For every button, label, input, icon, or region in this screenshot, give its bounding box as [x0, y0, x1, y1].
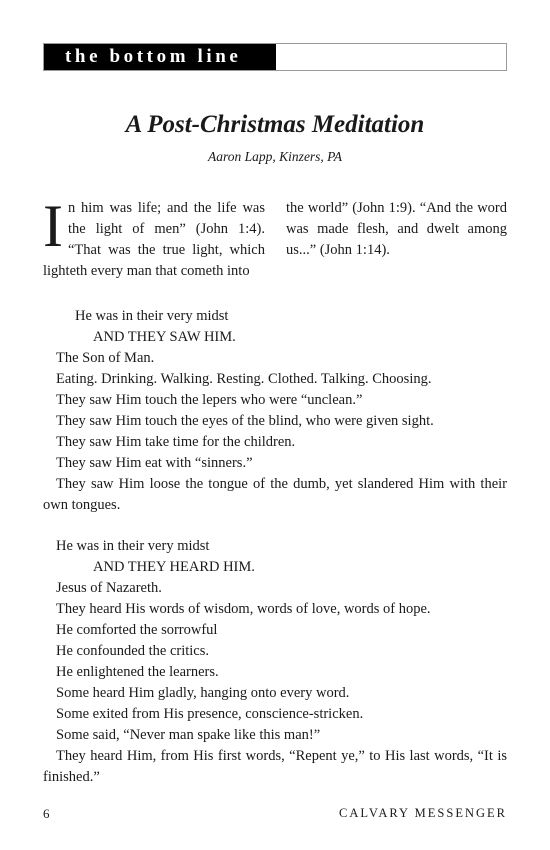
- stanza-line: The Son of Man.: [56, 350, 155, 366]
- intro-column-right: the world” (John 1:9). “And the word was made flesh, and dwelt among us...” (John 1:14).: [286, 200, 507, 258]
- stanza-heard: [43, 536, 507, 788]
- page-number: 6: [43, 806, 50, 821]
- intro-column-left: [43, 193, 265, 282]
- stanza-line: They saw Him take time for the children.: [56, 434, 296, 450]
- drop-cap: I: [43, 193, 63, 259]
- stanza-refrain: AND THEY HEARD HIM.: [93, 559, 255, 575]
- stanza-line: They saw Him eat with “sinners.”: [56, 455, 253, 471]
- stanza-line: He was in their very midst: [75, 308, 229, 324]
- stanza-line: He confounded the critics.: [56, 643, 210, 659]
- stanza-line: They saw Him touch the lepers who were “unclean.”: [56, 392, 363, 408]
- stanza-line: He was in their very midst: [56, 538, 210, 554]
- stanza-line: They heard His words of wisdom, words of love, words of hope.: [56, 601, 431, 617]
- stanza-line: He enlightened the learners.: [56, 664, 219, 680]
- article-title: A Post-Christmas Meditation: [125, 111, 425, 138]
- stanza-saw: [43, 306, 507, 516]
- section-header: [43, 43, 507, 71]
- article-byline: Aaron Lapp, Kinzers, PA: [208, 149, 342, 164]
- stanza-line: Some said, “Never man spake like this man!”: [56, 727, 321, 743]
- publication-name: CALVARY MESSENGER: [339, 806, 507, 820]
- intro-text-left: n him was life; and the life was the light of men” (John 1:4). “That was the true light, which lighteth every man that cometh into: [43, 200, 265, 279]
- stanza-refrain: AND THEY SAW HIM.: [93, 329, 236, 345]
- stanza-line: They saw Him loose the tongue of the dumb, yet slandered Him with their own tongues.: [43, 476, 507, 513]
- stanza-line: He comforted the sorrowful: [56, 622, 218, 638]
- stanza-line: Jesus of Nazareth.: [56, 580, 162, 596]
- stanza-line: They heard Him, from His first words, “Repent ye,” to His last words, “It is finished.”: [43, 748, 507, 785]
- section-label: the bottom line: [44, 44, 276, 70]
- stanza-line: They saw Him touch the eyes of the blind, who were given sight.: [56, 413, 434, 429]
- stanza-line: Eating. Drinking. Walking. Resting. Clothed. Talking. Choosing.: [56, 371, 432, 387]
- stanza-line: Some heard Him gladly, hanging onto every word.: [56, 685, 350, 701]
- stanza-line: Some exited from His presence, conscience-stricken.: [56, 706, 364, 722]
